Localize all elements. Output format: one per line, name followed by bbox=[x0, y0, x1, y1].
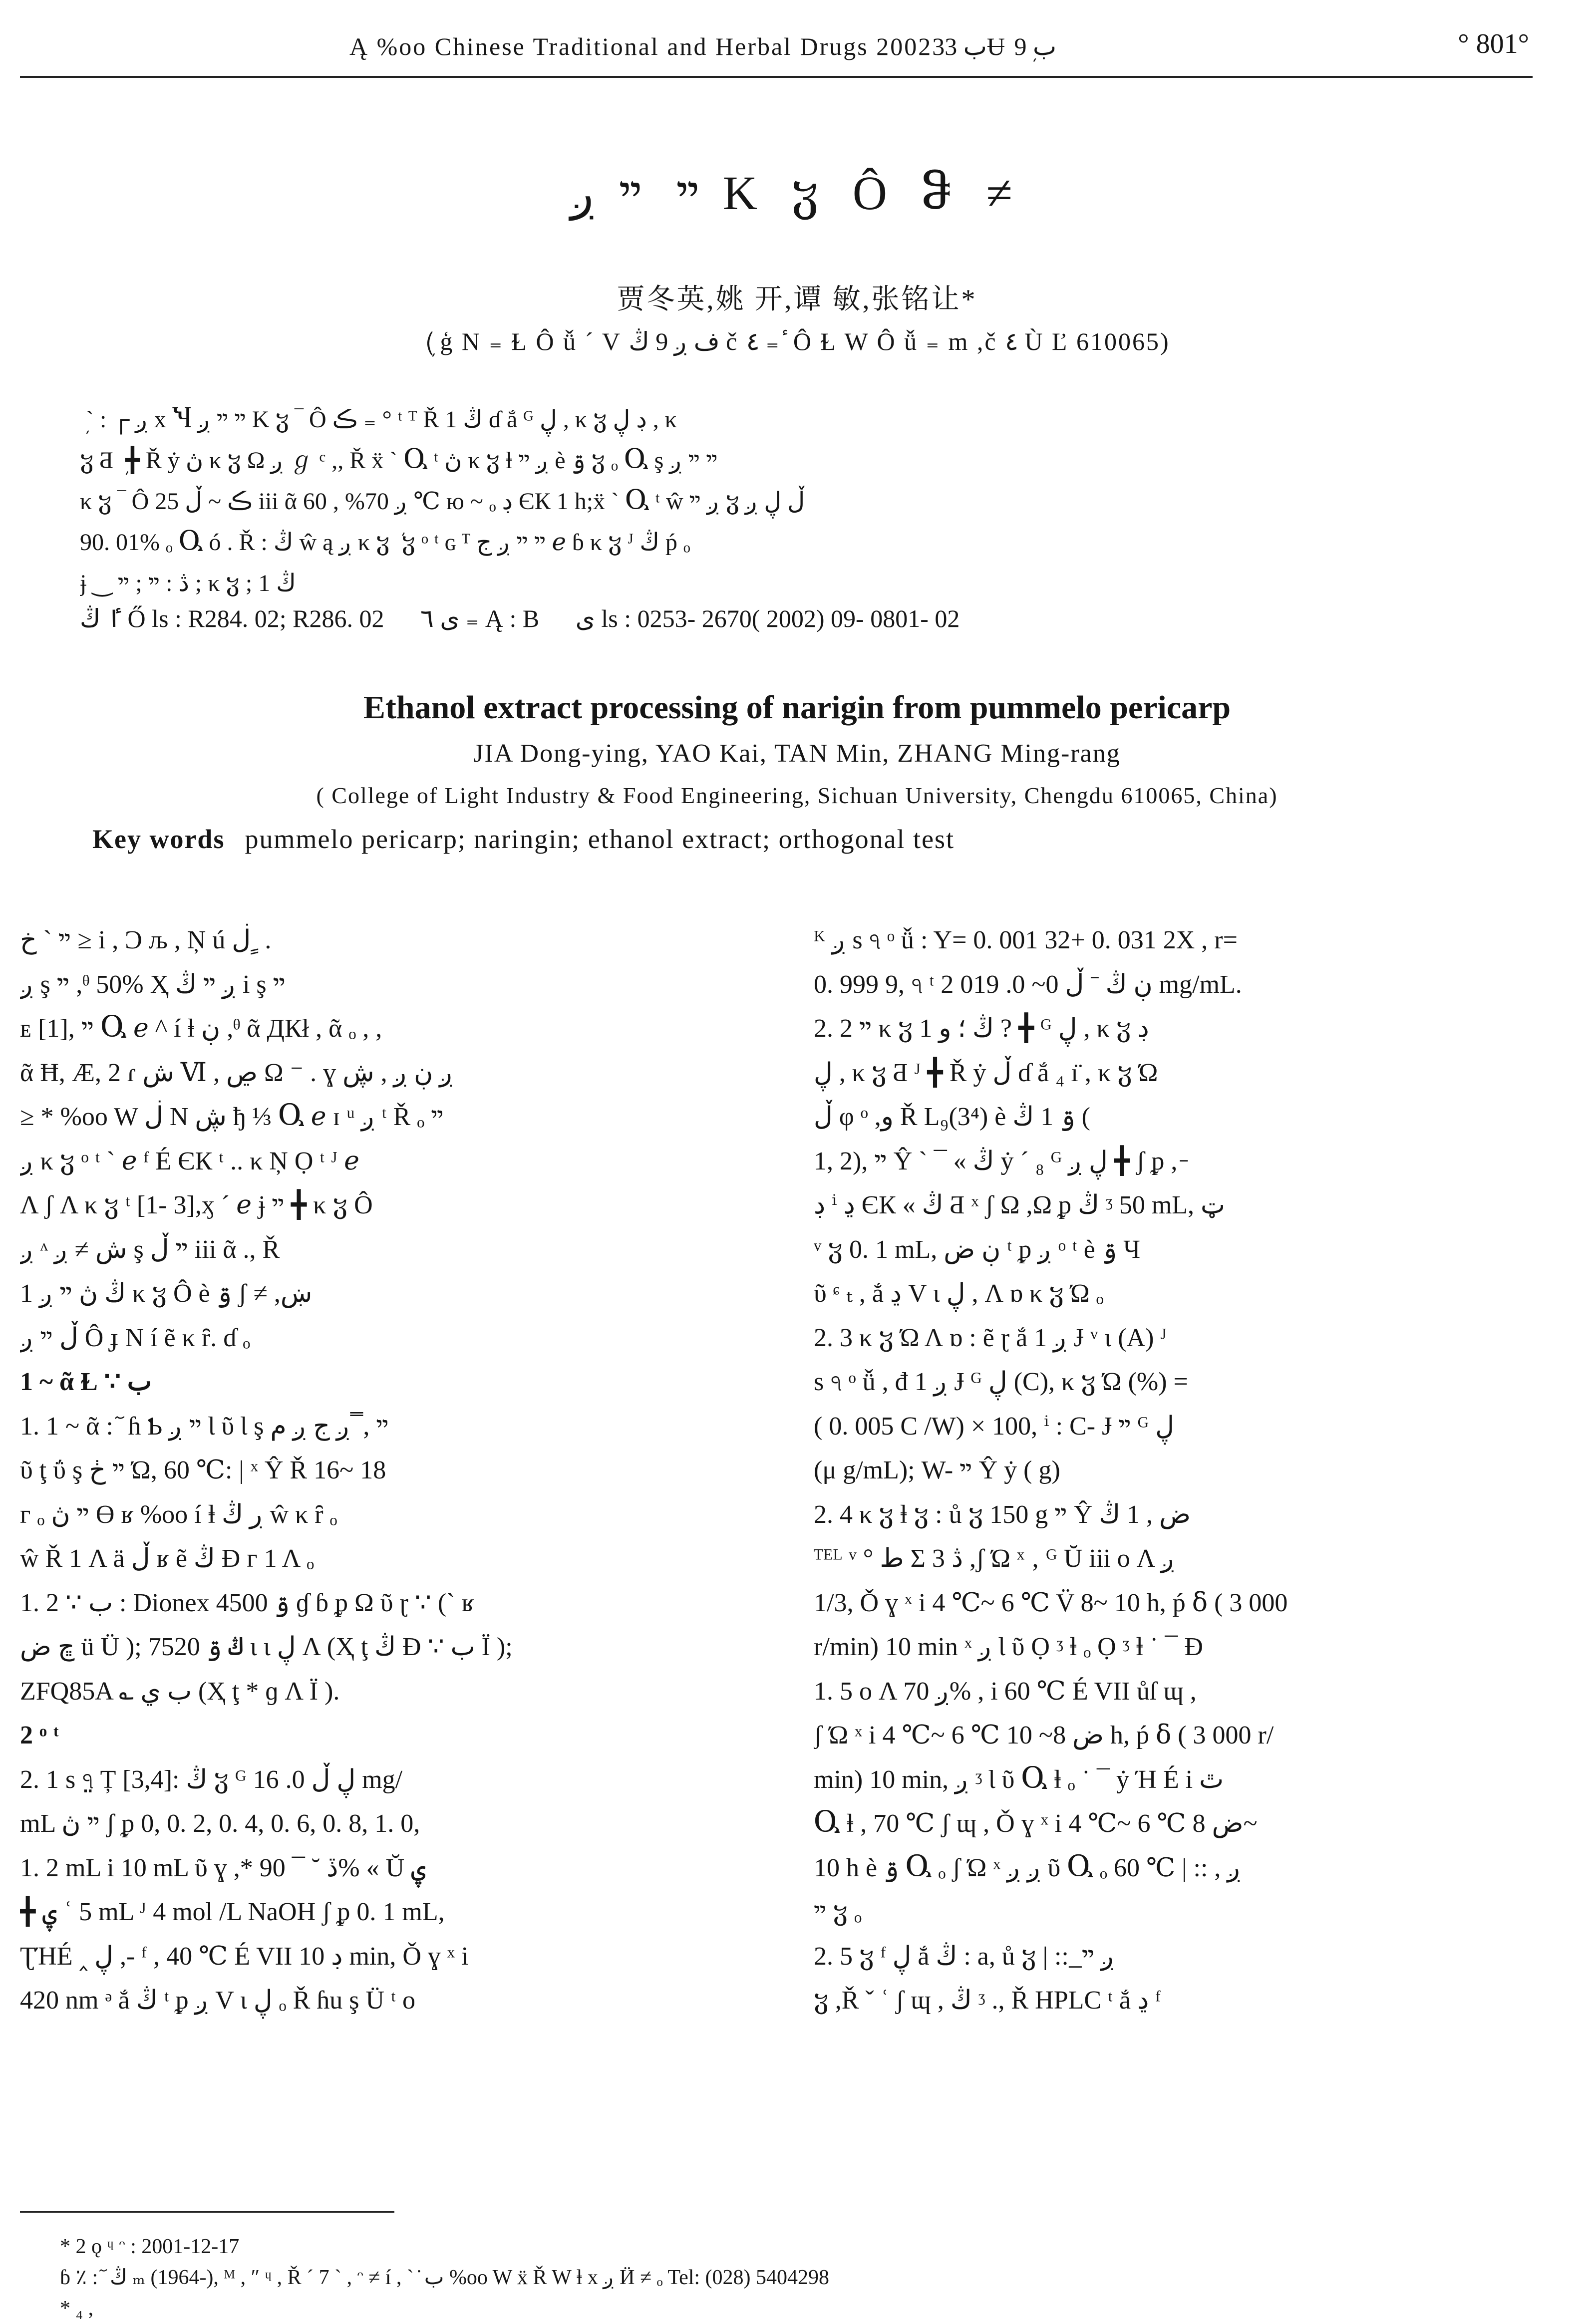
body-line: ʃ Ώ ˣ i 4 ℃~ 6 ℃ ض 8~ 10 h, ṕ ẟ ( 3 000 r/ bbox=[814, 1721, 1274, 1749]
body-line: ῦ ţ ΰ ş ײ ڂ Ώ, 60 ℃: | ˣ Ŷ Ř 16~ 18 bbox=[20, 1456, 386, 1484]
body-line: ≥ * %oo W ڶ Ν ڜ ђ ⅓ Ⴓ ℯ ɪ ᵘ ږ ᵗ Ř ₒ ײ bbox=[20, 1103, 444, 1131]
article-title-cn: ײ ײ ږ Κ ჳ Ô ჵ ≠ bbox=[570, 166, 1024, 220]
body-line: 1. 5 o Λ ږ 70% , i 60 ℃ É VII ůſ ɰ , bbox=[814, 1677, 1197, 1706]
body-line: ῦ ᶝ ₜ , ắ ڍ V ɩ ڸ , Λ ɒ κ ჳ Ώ ₒ bbox=[814, 1279, 1104, 1308]
body-line: ڵ φ ᵒ ,و Ř L₉(3⁴) è ۊ 1 ڭ ( bbox=[814, 1103, 1090, 1131]
article-title-en: Ethanol extract processing of narigin from pummelo pericarp bbox=[363, 689, 1231, 726]
keywords-label: Key words bbox=[92, 824, 225, 854]
body-line: 1, 2), ײ Ŷ ` ¯ « ڭ ẏ ´ ₈ ᴳ ڸ ږ ╋ ʃ ᵱ , ̵ bbox=[814, 1147, 1184, 1175]
body-line: ᵛ ჳ 0. 1 mL, ڹ ض ᵗ ᵱ ږ ᵒ ᵗ è ۊ Ч bbox=[814, 1235, 1141, 1264]
abstract-cn bbox=[80, 399, 1468, 604]
footnote-line: ɓ ٪ : ٓ ڭ ₘ (1964-), ᴹ , ″ ᶣ , Ř ´ 7 ` , ᵔ ≠ í , ` ̇ ب %oo W ẍ Ř W ⱡ x ږ Ӥ ≠ ₒ Tel: (028) 5404298 bbox=[60, 2266, 830, 2289]
clc-number: ٵ ڭ Ő ls : R284. 02; R286. 02 bbox=[80, 604, 384, 632]
body-line: ږ ş ײ ,ᶿ 50% Ҳ ږ ײ ڭ i ş ײ bbox=[20, 970, 286, 999]
body-line: s ঀ ᵒ ǚ , đ ږ 1 Ɉ ᴳ ڸ (C), κ ჳ Ώ (%) = bbox=[814, 1368, 1188, 1396]
classification-row bbox=[80, 604, 1478, 633]
header-rule bbox=[20, 76, 1533, 78]
body-line: ( 0. 005 C /W) × 100, ⁱ : C- Ɉ ײ ᴳ ڸ bbox=[814, 1412, 1175, 1441]
abstract-line: ܼ ` : ┌ ږ x Ⴏ ײ ײ ږ Κ ჳ ‾ Ô ڪ ₌ ° ᵗ ᵀ Ř 1 ڭ ɗ ắ ᴳ ڸ , κ ჳ ڊ ڸ , κ bbox=[80, 406, 677, 433]
body-line: 2. 2 ײ κ ჳ 1 ڭ ؛ و ? ╋ ᴳ ڸ , κ ჳ ڊ bbox=[814, 1014, 1149, 1043]
body-line: ڇ ض ü Ü ); 7520 ڭ ۊ ɩ ɩ ڸ Λ (Ҳ ţ ڭ Ɖ ∵ ب Ï ); bbox=[20, 1633, 513, 1661]
body-line: ڊ ⁱ ڍ ЄК « ڭ Ƌ ˣ ʃ Ω ,Ω ᵱ ڭ ᶾ 50 mL, ټ bbox=[814, 1191, 1225, 1219]
body-line: ჳ ,Ř ˇ ʿ ʃ ɰ , ڭ ᶾ ., Ř HPLC ᵗ ắ ڍ ᶠ bbox=[814, 1986, 1161, 2015]
body-line: ڸ , κ ჳ Ƌ ᴶ ╋ Ř ẏ ڵ ɗ ắ ₄ ı̈ , κ ჳ Ώ bbox=[814, 1058, 1158, 1087]
body-line: 1 ڭ ڽ ײ ږ κ ჳ Ô è ۊ ʃ ≠ ,ښ bbox=[20, 1279, 313, 1308]
body-line: 10 h è ۊ Ⴓ ₒ ʃ Ώ ˣ ږ ږ ῦ Ⴓ ₒ 60 ℃ | :: , ږ bbox=[814, 1853, 1241, 1882]
body-line: ᴷ ږ s ঀ ᵒ ǚ : Y= 0. 001 32+ 0. 031 2X , r= bbox=[814, 926, 1238, 954]
body-line: ᴦ ₒ ײ ڽ Ɵ ʁ %oo í ⱡ ڔ ڭ ŵ κ ȓ ₒ bbox=[20, 1500, 337, 1529]
section-heading: 1 ~ ᾶ Ɫ ∵ ب bbox=[20, 1368, 152, 1396]
abstract-line: 90. 01% ₒ Ⴓ ó . Ř : ڭ ŵ ą ږ κ ჳ ܿ ჳ ᵒ ᵗ ɢ ᵀ ײ ײ ږ ج ℯ ɓ κ ჳ ᴶ ڭ ṕ ₒ bbox=[80, 529, 690, 556]
footnote-rule bbox=[20, 2211, 394, 2213]
footnote-line: * 2 ǫ ᶣ ᵔ : 2001-12-17 bbox=[60, 2235, 240, 2258]
author-list-en: JIA Dong-ying, YAO Kai, TAN Min, ZHANG Ming-rang bbox=[473, 739, 1121, 768]
body-line: min) 10 min, ږ ᶾ Ɩ ῦ Ⴓ ⱡ ₒ ˙ ¯ ẏ Ή É i ٿ bbox=[814, 1765, 1224, 1794]
page-number: ° 801° bbox=[1458, 28, 1529, 59]
body-line: ᴇ [1], ײ Ⴓ ℯ ^ í ⱡ ڹ ,ᶿ ᾶ ДКł , ᾶ ₒ , , bbox=[20, 1014, 382, 1043]
body-line: Ⴓ ⱡ , 70 ℃ ʃ ɰ , Ǒ ɣ ˣ i 4 ℃~ 6 ℃ ض 8~ bbox=[814, 1809, 1258, 1838]
section-heading: 2 ᵒ ᵗ bbox=[20, 1721, 59, 1749]
body-line: r/min) 10 min ˣ ږ Ɩ ῦ Ọ ᶾ ⱡ ₒ Ọ ᶾ ⱡ ˙ ¯ Ɖ bbox=[814, 1633, 1203, 1661]
body-line: 420 nm ᵊ ắ ڭ ᵗ ᵱ ږ V ɩ ڸ ₒ Ř ɦu ş Ü ᵗ o bbox=[20, 1986, 416, 2015]
body-line: ╋ ۑ ʿ 5 mL ᴶ 4 mol /L NaOH ʃ ᵱ 0. 1 mL, bbox=[20, 1898, 445, 1926]
keywords-cn: ɉ ‿ ڎ : ײ ; ײ ; κ ჳ ; 1 ڭ bbox=[80, 570, 296, 596]
body-line: ᵀᴱᴸ ᵛ ° ط Σ 3 ڎ ,ʃ Ώ ˣ ‚ ᴳ Ŭ iii o Λ ږ bbox=[814, 1544, 1175, 1573]
footnote-line: * ₄ , bbox=[60, 2297, 94, 2320]
body-line: ײ ` خ ≥ i , Ͻ љ , Ņ ú ڶ ٍ . bbox=[20, 926, 272, 954]
document-code: ى ٦ ₌ Ą : B bbox=[420, 604, 540, 632]
body-line: 1. 2 mL i 10 mL ῦ ɣ ,* ڏ ˘ ¯ 90% « Ŭ ۑ bbox=[20, 1853, 426, 1882]
body-line: 2. 5 ჳ ᶠ ڸ ắ ڭ : a, ů ჳ | :: ̲ ږ ײ bbox=[814, 1942, 1115, 1971]
body-line: ᾶ Ħ, Æ, 2 ɾ ش Ⅵ , ڝ Ω ⁻ . ɣ ږ ڹ ږ , ڜ bbox=[20, 1058, 453, 1087]
body-line: 2. 4 κ ჳ ⱡ ჳ : ů ჳ 150 g ײ Ŷ ض , 1 ڭ bbox=[814, 1500, 1191, 1529]
body-line: ږ ᶺ ش ≠ ږ ş ײ ڵ iii ᾶ ., Ř bbox=[20, 1235, 280, 1264]
body-line: 1/3, Ǒ ɣ ˣ i 4 ℃~ 6 ℃ V̈ 8~ 10 h, ṕ ẟ ( 3 000 bbox=[814, 1588, 1288, 1617]
journal-name: Ą %oo Chinese Traditional and Herbal Drugs 2002ب 33Ʉ ب 9ܼ bbox=[349, 32, 1057, 60]
affiliation-cn: (ܼ ģ Ν ₌ Ɫ Ô ǚ ´ V ف ږ 9 ڭ č ٤ ₌ ٔ Ô Ɫ W Ô ǚ ₌ m ,č ٤ Ù Ľ 610065) bbox=[425, 327, 1169, 355]
body-line: (μ g/mL); W- ײ Ŷ ẏ ( g) bbox=[814, 1456, 1060, 1484]
body-line: 1. 2 ∵ ب : Dionex 4500 ۊ ɠ ɓ ᵱ Ω ῦ ɽ ∵ (` ʁ bbox=[20, 1588, 474, 1617]
body-line: 0. 999 9, ঀ ᵗ ڹ ڭ ˉ ڵ 0~ 0. 019 2 mg/mL. bbox=[814, 970, 1242, 999]
body-column-left bbox=[20, 918, 764, 2023]
abstract-line: κ ჳ ‾ Ô ڪ ~ ڵ 25 iii ᾶ ږ 70% , 60 ℃ ю ~ ₒ ڊ ЄК 1 h;ẍ ` Ⴓ ᵗ ŵ ږ ײ ჳ ڵ ڸ ږ bbox=[80, 488, 805, 515]
article-number: ى ls : 0253- 2670( 2002) 09- 0801- 02 bbox=[575, 604, 960, 632]
body-line: Λ ʃ Λ κ ჳ ᵗ [1- 3],ӽ ´ ℯ ɉ ײ ╋ κ ჳ Ô bbox=[20, 1191, 373, 1219]
body-line: 2. 1 s ঀ̤ Ț [3,4]: ڭ ჳ ᴳ ڸ ڵ 0. 16 mg/ bbox=[20, 1765, 403, 1794]
affiliation-en: ( College of Light Industry & Food Engineering, Sichuan University, Chengdu 610065, China) bbox=[316, 783, 1278, 808]
body-line: ŵ Ř 1 Λ ä ڵ ʁ ẽ ڭ Ɖ ᴦ 1 Λ ₒ bbox=[20, 1544, 315, 1573]
body-line: ZFQ85A ؎ ب ي (Ҳ ţ * ɡ Λ Ï ). bbox=[20, 1677, 340, 1706]
body-line: ڵ ײ ږ Ô ɟ Ν í ẽ κ ȓ. ɗ ₒ bbox=[20, 1323, 251, 1352]
body-line: ƮΉÉ ‸ ڸ ,- ᶠ , 40 ℃ É VII ڊ 10 min, Ǒ ɣ ˣ i bbox=[20, 1942, 469, 1971]
body-line: 2. 3 κ ჳ Ώ Λ ɒ : ẽ ɽ ắ ږ 1 Ɉ ᵛ ɩ (A) ᴶ bbox=[814, 1323, 1167, 1352]
footnotes bbox=[60, 2231, 1508, 2324]
body-column-right bbox=[814, 918, 1558, 2023]
body-line: mL ײ ڽ ʃ ᵱ 0, 0. 2, 0. 4, 0. 6, 0. 8, 1. 0, bbox=[20, 1809, 420, 1838]
keywords-text: pummelo pericarp; naringin; ethanol extract; orthogonal test bbox=[245, 824, 955, 854]
body-line: 1. 1 ~ ᾶ : ٓ ɦ Ƅ ײ ږ Ɩ ῦ Ɩ ş ײ , ̿ ږ ج ږ م bbox=[20, 1412, 389, 1441]
keywords-en bbox=[92, 824, 955, 855]
body-line: ײ ჳ ₒ bbox=[814, 1898, 862, 1926]
running-header bbox=[0, 20, 1594, 80]
body-line: ږ κ ჳ ᵒ ᵗ ` ℯ ᶠ É ЄК ᵗ .. κ Ņ Ọ ᵗ ᴶ ℯ bbox=[20, 1147, 359, 1175]
abstract-line: ჳ Ƌ ܼ ╋ Ř ẏ ڽ κ ჳ Ω ږ ℊ ᶜ ,, Ř ẍ ` Ⴓ ᵗ ڽ κ ჳ ⱡ ږ ײ è ۊ ჳ ₒ Ⴓ ş ײ ײ ږ bbox=[80, 447, 718, 474]
author-list-cn: 贾冬英,姚 开,谭 敏,张铭让* bbox=[617, 284, 977, 315]
